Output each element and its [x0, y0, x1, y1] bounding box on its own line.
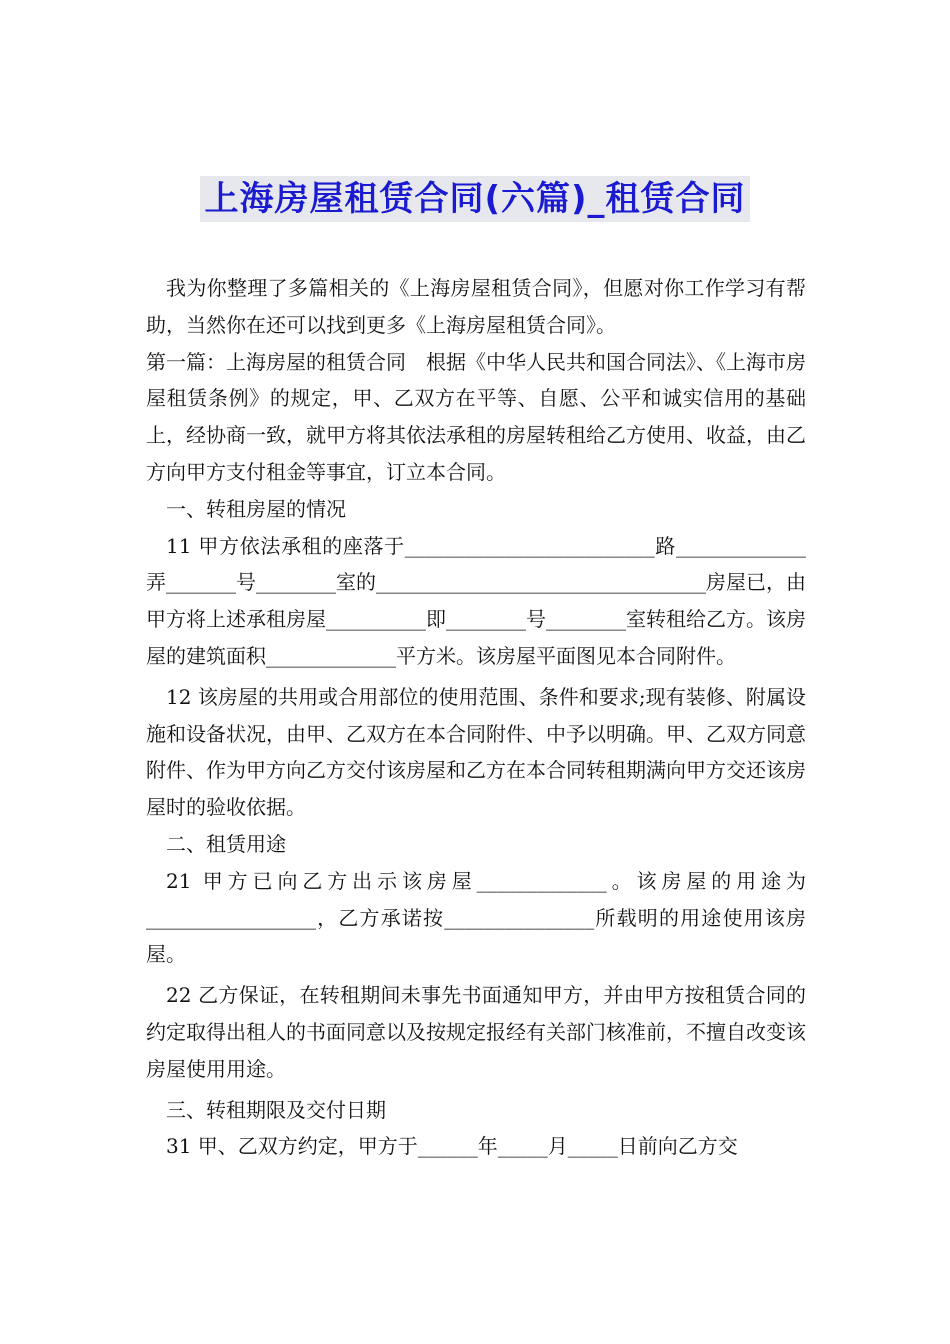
clause-2-2: 22 乙方保证，在转租期间未事先书面通知甲方，并由甲方按租赁合同的约定取得出租人的书面同意以及按规定报经有关部门核准前，不擅自改变该房屋使用用途。	[146, 983, 806, 1081]
paragraph-section-one-preamble: 第一篇：上海房屋的租赁合同 根据《中华人民共和国合同法》、《上海市房屋租赁条例》的规定，甲、乙双方在平等、自愿、公平和诚实信用的基础上，经协商一致，就甲方将其依法承租的房屋转租给乙方使用、收益，由乙方向甲方支付租金等事宜，订立本合同。	[146, 349, 806, 484]
heading-section-1: 一、转租房屋的情况	[166, 496, 346, 521]
document-title: 上海房屋租赁合同(六篇)_租赁合同	[200, 176, 749, 222]
clause-3-1: 31 甲、乙双方约定，甲方于______年_____月_____日前向乙方交	[166, 1134, 738, 1159]
document-body	[146, 270, 806, 1165]
clause-1-1: 11 甲方依法承租的座落于_________________________路_____________弄_______号________室的_________________________________房屋已，由甲方将上述承租房屋__________即________号________室转租给乙方。该房屋的建筑面积_____________平方米。该房屋平面图见本合同附件。	[146, 533, 806, 668]
intro-paragraph: 我为你整理了多篇相关的《上海房屋租赁合同》，但愿对你工作学习有帮助，当然你在还可以找到更多《上海房屋租赁合同》。	[146, 276, 806, 337]
clause-2-1: 21 甲方已向乙方出示该房屋_____________。该房屋的用途为_________________，乙方承诺按_______________所载明的用途使用该房屋。	[146, 868, 806, 967]
document-title-wrap	[0, 176, 950, 222]
heading-section-3: 三、转租期限及交付日期	[166, 1097, 386, 1122]
heading-section-2: 二、租赁用途	[166, 831, 286, 856]
clause-1-2: 12 该房屋的共用或合用部位的使用范围、条件和要求;现有装修、附属设施和设备状况，由甲、乙双方在本合同附件、中予以明确。甲、乙双方同意附件、作为甲方向乙方交付该房屋和乙方在本合同转租期满向甲方交还该房屋时的验收依据。	[146, 684, 806, 820]
